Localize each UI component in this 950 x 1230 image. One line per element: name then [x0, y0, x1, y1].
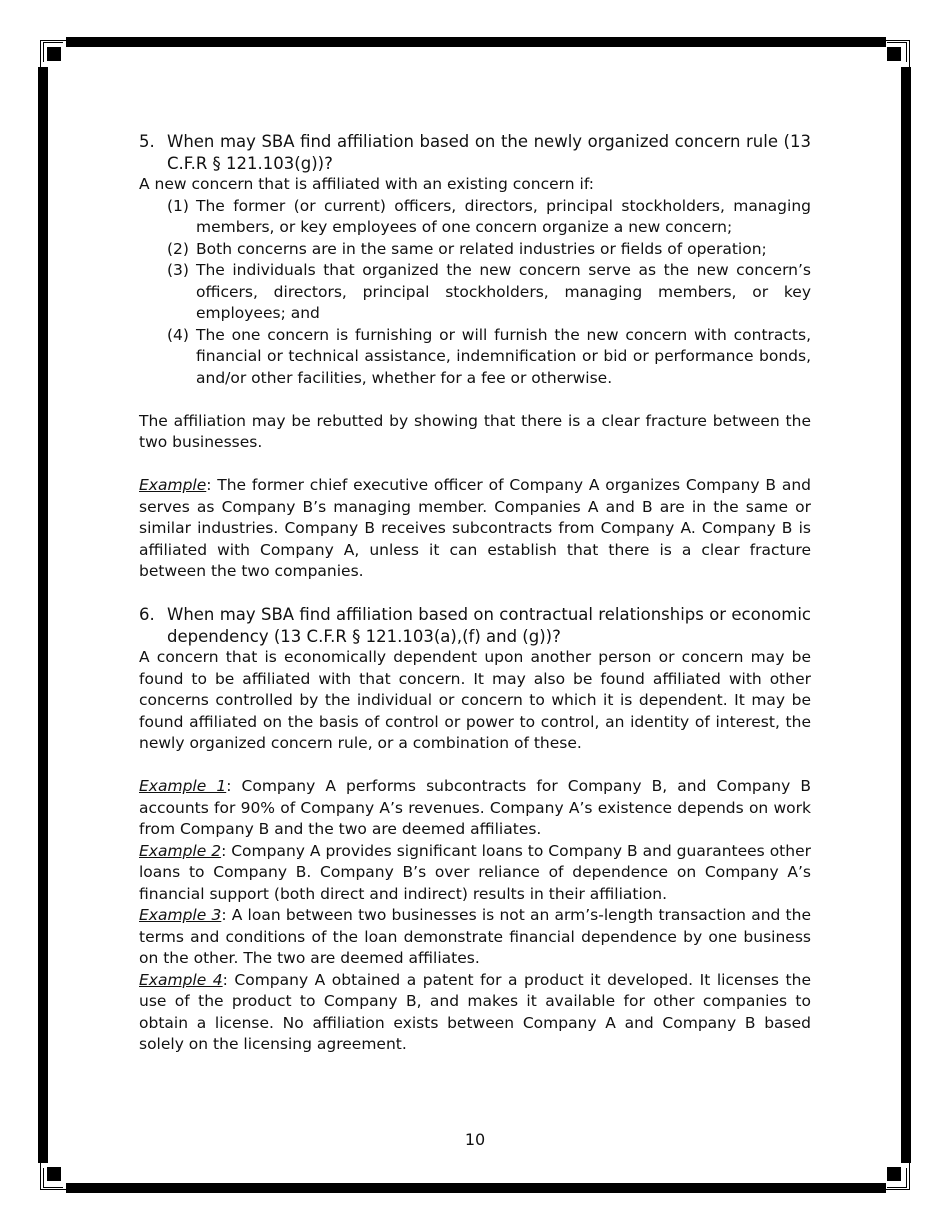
list-item-text: The individuals that organized the new concern serve as the new concern’s officers, directors, principal stockholders, managing members, or key employees; and	[196, 261, 811, 322]
corner-square	[47, 47, 61, 61]
example-label: Example 1	[139, 777, 227, 795]
example-block	[139, 970, 811, 1056]
criteria-list	[139, 196, 811, 390]
example-text: : The former chief executive officer of Company A organizes Company B and serves as Company B’s managing member. Companies A and B are in the same or similar industries. Company B receives subcontracts from Company A. Company B is affiliated with Company A, unless it can establish that there is a clear fracture between the two companies.	[139, 476, 811, 580]
example-block	[139, 905, 811, 970]
corner-square	[47, 1167, 61, 1181]
example-block	[139, 841, 811, 906]
section-title: When may SBA find affiliation based on contractual relationships or economic dependency (13 C.F.R § 121.103(a),(f) and (g))?	[167, 605, 811, 646]
list-item	[167, 239, 811, 261]
list-item	[167, 260, 811, 325]
example-label: Example 4	[139, 970, 223, 989]
example-text: : Company A performs subcontracts for Company B, and Company B accounts for 90% of Company A’s revenues. Company A’s existence depends on work from Company B and the two are deemed affiliates.	[139, 777, 811, 838]
example-text: : Company A provides significant loans to Company B and guarantees other loans to Company B. Company B’s over reliance of dependence on Company A’s financial support (both direct and indirect) results in their affiliation.	[139, 841, 811, 903]
section-6-body: A concern that is economically dependent upon another person or concern may be found to be affiliated with that concern. It may also be found affiliated with other concerns controlled by the individual or concern to which it is dependent. It may be found affiliated on the basis of control or power to control, an identity of interest, the newly organized concern rule, or a combination of these.	[139, 648, 811, 752]
example-label: Example 3	[139, 906, 222, 924]
border-top	[66, 37, 886, 47]
corner-square	[887, 1167, 901, 1181]
corner-square	[887, 47, 901, 61]
example-text: : A loan between two businesses is not an arm’s-length transaction and the terms and conditions of the loan demonstrate financial dependence by one business on the other. The two are deemed affiliates.	[139, 906, 811, 967]
example-label: Example	[139, 476, 207, 494]
section-title: When may SBA find affiliation based on the newly organized concern rule (13 C.F.R § 121.103(g))?	[167, 132, 811, 173]
list-item-number: (4)	[167, 325, 189, 344]
border-right	[901, 67, 911, 1163]
example-label: Example 2	[139, 841, 222, 860]
list-item-number: (3)	[167, 261, 189, 279]
list-item	[167, 325, 811, 390]
list-item-number: (2)	[167, 239, 189, 258]
border-bottom	[66, 1183, 886, 1193]
section-number: 6.	[139, 605, 155, 624]
list-item-number: (1)	[167, 196, 189, 215]
list-item-text: The one concern is furnishing or will furnish the new concern with contracts, financial or technical assistance, indemnification or bid or performance bonds, and/or other facilities, whether for a fee or otherwise.	[196, 325, 811, 387]
page-number: 10	[464, 1130, 486, 1149]
list-item-text: Both concerns are in the same or related industries or fields of operation;	[196, 239, 767, 258]
list-item-text: The former (or current) officers, directors, principal stockholders, managing members, or key employees of one concern organize a new concern;	[196, 196, 811, 236]
page-content	[139, 131, 811, 1056]
section-5-intro: A new concern that is affiliated with an existing concern if:	[139, 175, 594, 193]
example-block	[139, 475, 811, 583]
section-number: 5.	[139, 132, 155, 151]
rebuttal-paragraph: The affiliation may be rebutted by showing that there is a clear fracture between the two businesses.	[139, 411, 811, 451]
example-text: : Company A obtained a patent for a product it developed. It licenses the use of the product to Company B, and makes it available for other companies to obtain a license. No affiliation exists between Company A and Company B based solely on the licensing agreement.	[139, 970, 811, 1053]
border-left	[38, 67, 48, 1163]
example-block	[139, 776, 811, 841]
section-5-heading	[139, 131, 811, 174]
list-item	[167, 196, 811, 239]
section-6-heading	[139, 604, 811, 647]
